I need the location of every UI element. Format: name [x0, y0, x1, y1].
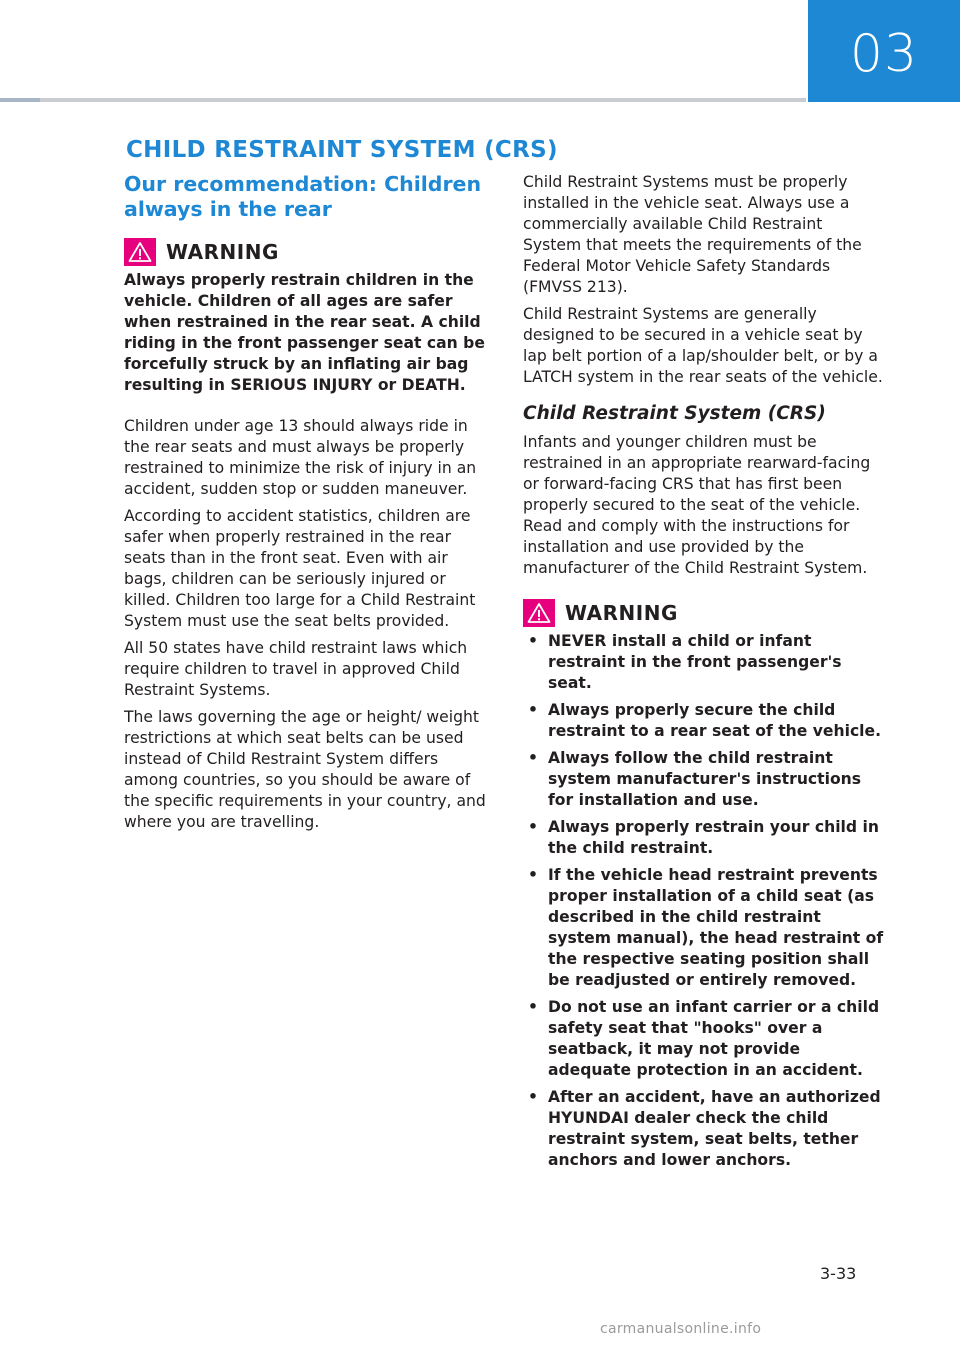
- warning-label: WARNING: [565, 601, 678, 625]
- paragraph: According to accident statistics, children are safer when properly restrained in the rear seats than in the front seat. Even with air bags, children can be seriously injured or killed. Children too large for a Child Restraint System must use the seat belts provided.: [124, 507, 476, 630]
- subheading-crs: Child Restraint System (CRS): [523, 403, 826, 424]
- header-rule: [0, 98, 806, 102]
- left-column: [124, 172, 486, 839]
- warning-item: • After an accident, have an authorized HYUNDAI dealer check the child restraint system, seat belts, tether anchors and lower anchors.: [523, 1087, 885, 1171]
- chapter-tab: 03: [808, 0, 960, 102]
- warning-item: • Always properly secure the child restraint to a rear seat of the vehicle.: [523, 700, 885, 742]
- warning-list: [523, 631, 885, 1171]
- page-number: 3-33: [820, 1264, 857, 1283]
- warning-header: [523, 599, 885, 627]
- warning-item: • NEVER install a child or infant restraint in the front passenger's seat.: [523, 631, 885, 694]
- paragraph: The laws governing the age or height/ weight restrictions at which seat belts can be used instead of Child Restraint System differs among countries, so you should be aware of the specific requirements in your country, and where you are travelling.: [124, 708, 486, 831]
- paragraph: Children under age 13 should always ride in the rear seats and must always be properly restrained to minimize the risk of injury in an accident, sudden stop or sudden maneuver.: [124, 417, 477, 498]
- warning-triangle-icon: [124, 238, 156, 266]
- section-title: CHILD RESTRAINT SYSTEM (CRS): [126, 137, 558, 163]
- warning-header: [124, 238, 486, 266]
- warning-label: WARNING: [166, 240, 279, 264]
- paragraph: Child Restraint Systems are generally designed to be secured in a vehicle seat by lap belt portion of a lap/shoulder belt, or by a LATCH system in the rear seats of the vehicle.: [523, 305, 883, 386]
- watermark: carmanualsonline.info: [600, 1321, 762, 1337]
- paragraph: All 50 states have child restraint laws which require children to travel in approved Child Restraint Systems.: [124, 639, 468, 699]
- right-column: [523, 172, 885, 1177]
- warning-item: • Always properly restrain your child in the child restraint.: [523, 817, 885, 859]
- warning-triangle-icon: [523, 599, 555, 627]
- paragraph-crs: Infants and younger children must be restrained in an appropriate rearward-facing or forward-facing CRS that has first been properly secured to the seat of the vehicle. Read and comply with the instructions for installation and use provided by the manufacturer of the Child Restraint System.: [523, 433, 871, 577]
- header-rule-accent: [0, 98, 40, 102]
- warning-item: • Always follow the child restraint system manufacturer's instructions for installation and use.: [523, 748, 885, 811]
- paragraph: Child Restraint Systems must be properly installed in the vehicle seat. Always use a commercially available Child Restraint System that meets the requirements of the Federal Motor Vehicle Safety Standards (FMVSS 213).: [523, 173, 862, 296]
- warning-item: • If the vehicle head restraint prevents proper installation of a child seat (as described in the child restraint system manual), the head restraint of the respective seating position shall be readjusted or entirely removed.: [523, 865, 885, 991]
- warning-text: Always properly restrain children in the vehicle. Children of all ages are safer when restrained in the rear seat. A child riding in the front passenger seat can be forcefully struck by an inflating air bag resulting in SERIOUS INJURY or DEATH.: [124, 271, 485, 394]
- warning-item: • Do not use an infant carrier or a child safety seat that "hooks" over a seatback, it may not provide adequate protection in an accident.: [523, 997, 885, 1081]
- subheading-children-rear: Our recommendation: Children always in the rear: [124, 172, 482, 221]
